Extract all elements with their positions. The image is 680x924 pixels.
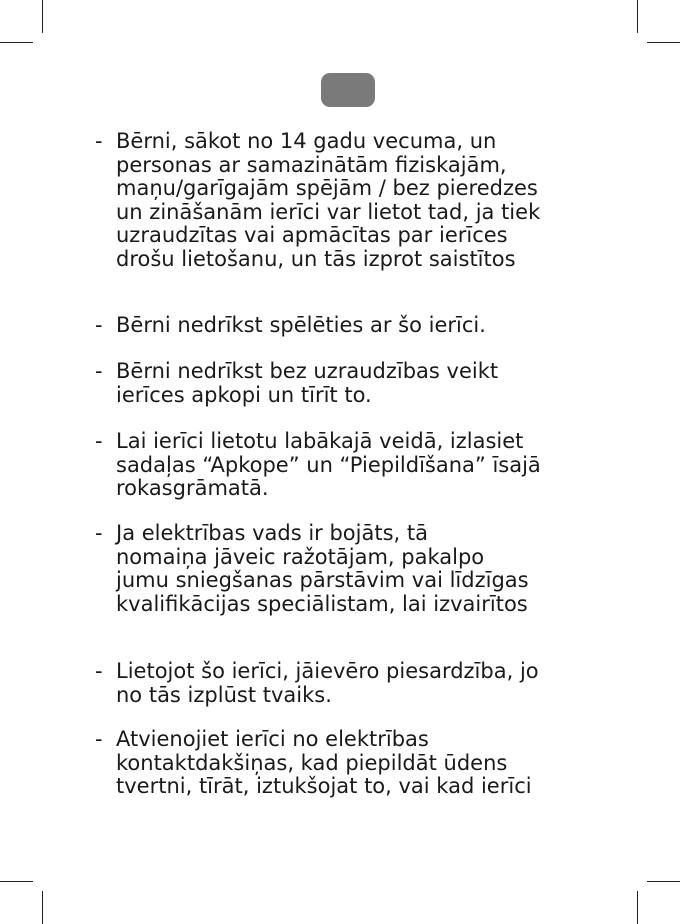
text-line: Bērni, sākot no 14 gadu vecuma, un xyxy=(116,129,497,153)
item-text xyxy=(116,728,575,799)
text-line: nomaiņa jāveic ražotājam, pakalpo xyxy=(116,544,485,569)
text-line: un zināšanām ierīci var lietot tad, ja tiek xyxy=(116,199,541,224)
bullet-dash: - xyxy=(95,727,103,751)
item-text xyxy=(116,314,575,338)
bullet-dash: - xyxy=(95,659,103,683)
text-line: Bērni nedrīkst bez uzraudzības veikt xyxy=(116,359,499,383)
bullet-dash: - xyxy=(95,359,103,383)
item-text xyxy=(116,660,575,707)
text-line: kvalifikācijas speciālistam, lai izvairītos xyxy=(116,591,528,616)
warning-item-no-play xyxy=(95,314,575,338)
item-text xyxy=(116,430,575,501)
bullet-dash: - xyxy=(95,129,103,153)
crop-mark-bottom-right-horizontal xyxy=(647,881,680,882)
bullet-dash: - xyxy=(95,313,103,337)
text-line: Bērni nedrīkst spēlēties ar šo ierīci. xyxy=(116,313,486,337)
text-line: no tās izplūst tvaiks. xyxy=(116,682,332,707)
crop-mark-top-right-vertical xyxy=(637,0,638,33)
text-line: Ja elektrības vads ir bojāts, tā xyxy=(116,521,428,545)
crop-mark-bottom-left-horizontal xyxy=(0,881,33,882)
bullet-dash: - xyxy=(95,429,103,453)
text-line: Lietojot šo ierīci, jāievēro piesardzība, jo xyxy=(116,659,539,683)
warning-item-damaged-cord xyxy=(95,522,575,616)
warning-item-steam xyxy=(95,660,575,707)
text-line: tvertni, tīrāt, iztukšojat to, vai kad ierīci xyxy=(116,774,532,799)
text-line: personas ar samazinātām fiziskajām, xyxy=(116,152,507,177)
text-line: Atvienojiet ierīci no elektrības xyxy=(116,727,429,751)
text-line: kontaktdakšiņas, kad piepildāt ūdens xyxy=(116,750,508,775)
bullet-dash: - xyxy=(95,521,103,545)
text-line: drošu lietošanu, un tās izprot saistītos xyxy=(116,246,516,271)
warning-item-cleaning xyxy=(95,360,575,407)
item-text xyxy=(116,522,575,616)
warning-item-unplug xyxy=(95,728,575,799)
warning-item-read-manual xyxy=(95,430,575,501)
crop-mark-top-left-vertical xyxy=(42,0,43,33)
section-tab xyxy=(321,73,375,107)
text-line: maņu/garīgajām spējām / bez pieredzes xyxy=(116,176,538,201)
text-line: uzraudzītas vai apmācītas par ierīces xyxy=(116,223,508,248)
warning-item-children-supervision xyxy=(95,130,575,272)
text-line: rokasgrāmatā. xyxy=(116,476,269,501)
text-line: ierīces apkopi un tīrīt to. xyxy=(116,382,372,407)
text-line: Lai ierīci lietotu labākajā veidā, izlasiet xyxy=(116,429,524,453)
item-text xyxy=(116,130,575,272)
crop-mark-bottom-left-vertical xyxy=(42,891,43,924)
crop-mark-top-right-horizontal xyxy=(647,42,680,43)
crop-mark-bottom-right-vertical xyxy=(637,891,638,924)
item-text xyxy=(116,360,575,407)
text-line: jumu sniegšanas pārstāvim vai līdzīgas xyxy=(116,568,529,593)
text-line: sadaļas “Apkope” un “Piepildīšana” īsajā xyxy=(116,452,541,477)
crop-mark-top-left-horizontal xyxy=(0,42,33,43)
